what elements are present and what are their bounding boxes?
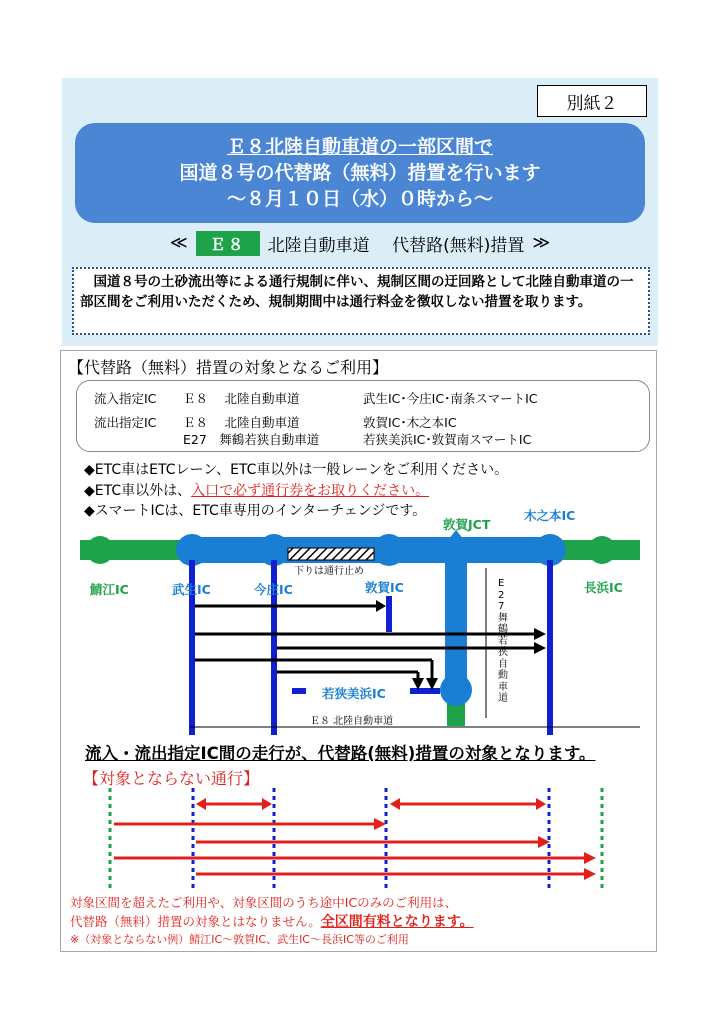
invalid-route-arrows (114, 798, 596, 880)
label-imajo-ic: 今庄IC (254, 582, 293, 597)
route-e8-label: Ｅ８ 北陸自動車道 (310, 716, 394, 727)
e8-badge: Ｅ８ (196, 231, 260, 256)
nagahama-node (588, 536, 616, 564)
entry-route: Ｅ８ 北陸自動車道 (183, 391, 300, 406)
label-tsuruga-ic: 敦賀IC (365, 580, 404, 595)
title-line-2: 国道８号の代替路（無料）措置を行います (179, 162, 541, 184)
exit-label: 流出指定IC (94, 415, 157, 430)
label-kinomoto-ic: 木之本IC (524, 508, 576, 523)
wakasa-dash-1 (292, 688, 306, 694)
section-heading: 【代替路（無料）措置の対象となるご利用】 (68, 358, 389, 377)
label-tsuruga-jct: 敦賀JCT (443, 517, 491, 532)
exit-route-2: E27 舞鶴若狭自動車道 (183, 432, 320, 447)
sabae-node (86, 536, 114, 564)
label-takefu-ic: 武生IC (172, 582, 211, 597)
entry-label: 流入指定IC (94, 391, 157, 406)
route-e27-label: E27舞鶴若狭自動車道 (498, 578, 508, 704)
entry-ics: 武生IC･今庄IC･南条スマートIC (363, 391, 538, 406)
wakasamihama-node (440, 674, 472, 706)
kinomoto-line (547, 560, 553, 735)
closure-section (288, 548, 374, 560)
conclusion-text: 流入・流出指定IC間の走行が、代替路(無料)措置の対象となります。 (85, 744, 596, 763)
attachment-label: 別紙２ (537, 85, 647, 117)
subtitle-open: ≪ (169, 233, 188, 253)
ticket-warning: 入口で必ず通行券をお取りください。 (191, 483, 430, 499)
exit-ics-1: 敦賀IC･木之本IC (363, 415, 457, 430)
closure-label: 下りは通行止め (294, 566, 364, 577)
footer-example: ※（対象とならない例）鯖江IC～敦賀IC、武生IC～長浜IC等のご利用 (70, 933, 409, 946)
exit-route-1: Ｅ８ 北陸自動車道 (183, 415, 300, 430)
tsuruga-line (386, 596, 392, 632)
footer-line-2 (70, 911, 474, 931)
label-wakasamihama-ic: 若狭美浜IC (322, 686, 386, 701)
wakasa-dash-2 (410, 688, 440, 694)
bullet-smart-ic: ◆スマートICは、ETC車専用のインターチェンジです。 (84, 503, 427, 519)
subtitle-text: 北陸自動車道 代替路(無料)措置 (267, 235, 525, 256)
valid-route-arrows (195, 600, 546, 690)
title-line-3: ～８月１０日（水）０時から～ (226, 188, 493, 210)
exit-ics-2: 若狭美浜IC･敦賀南スマートIC (363, 432, 532, 447)
label-sabae-ic: 鯖江IC (90, 582, 129, 597)
not-applicable-heading: 【対象とならない通行】 (83, 769, 260, 788)
title-line-1: Ｅ８北陸自動車道の一部区間で (226, 136, 493, 158)
footer-line-2-text: 代替路（無料）措置の対象とはなりません。 (70, 914, 321, 929)
bullet-etc-lanes: ◆ETC車はETCレーン、ETC車以外は一般レーンをご利用ください。 (84, 462, 509, 478)
tsuruga-node (373, 534, 405, 566)
e27-blue (445, 537, 467, 687)
label-nagahama-ic: 長浜IC (584, 580, 623, 595)
bullet-ticket-text: ◆ETC車以外は、 (84, 483, 192, 499)
notice-box: 国道８号の土砂流出等による通行規制に伴い、規制区間の迂回路として北陸自動車道の一部区間をご利用いただくため、規制期間中は通行料金を徴収しない措置を取ります。 (72, 267, 650, 335)
footer-line-1: 対象区間を超えたご利用や、対象区間のうち途中ICのみのご利用は、 (70, 895, 458, 910)
subtitle-close: ≫ (532, 233, 551, 253)
footer-warning: 全区間有料となります。 (320, 914, 474, 930)
